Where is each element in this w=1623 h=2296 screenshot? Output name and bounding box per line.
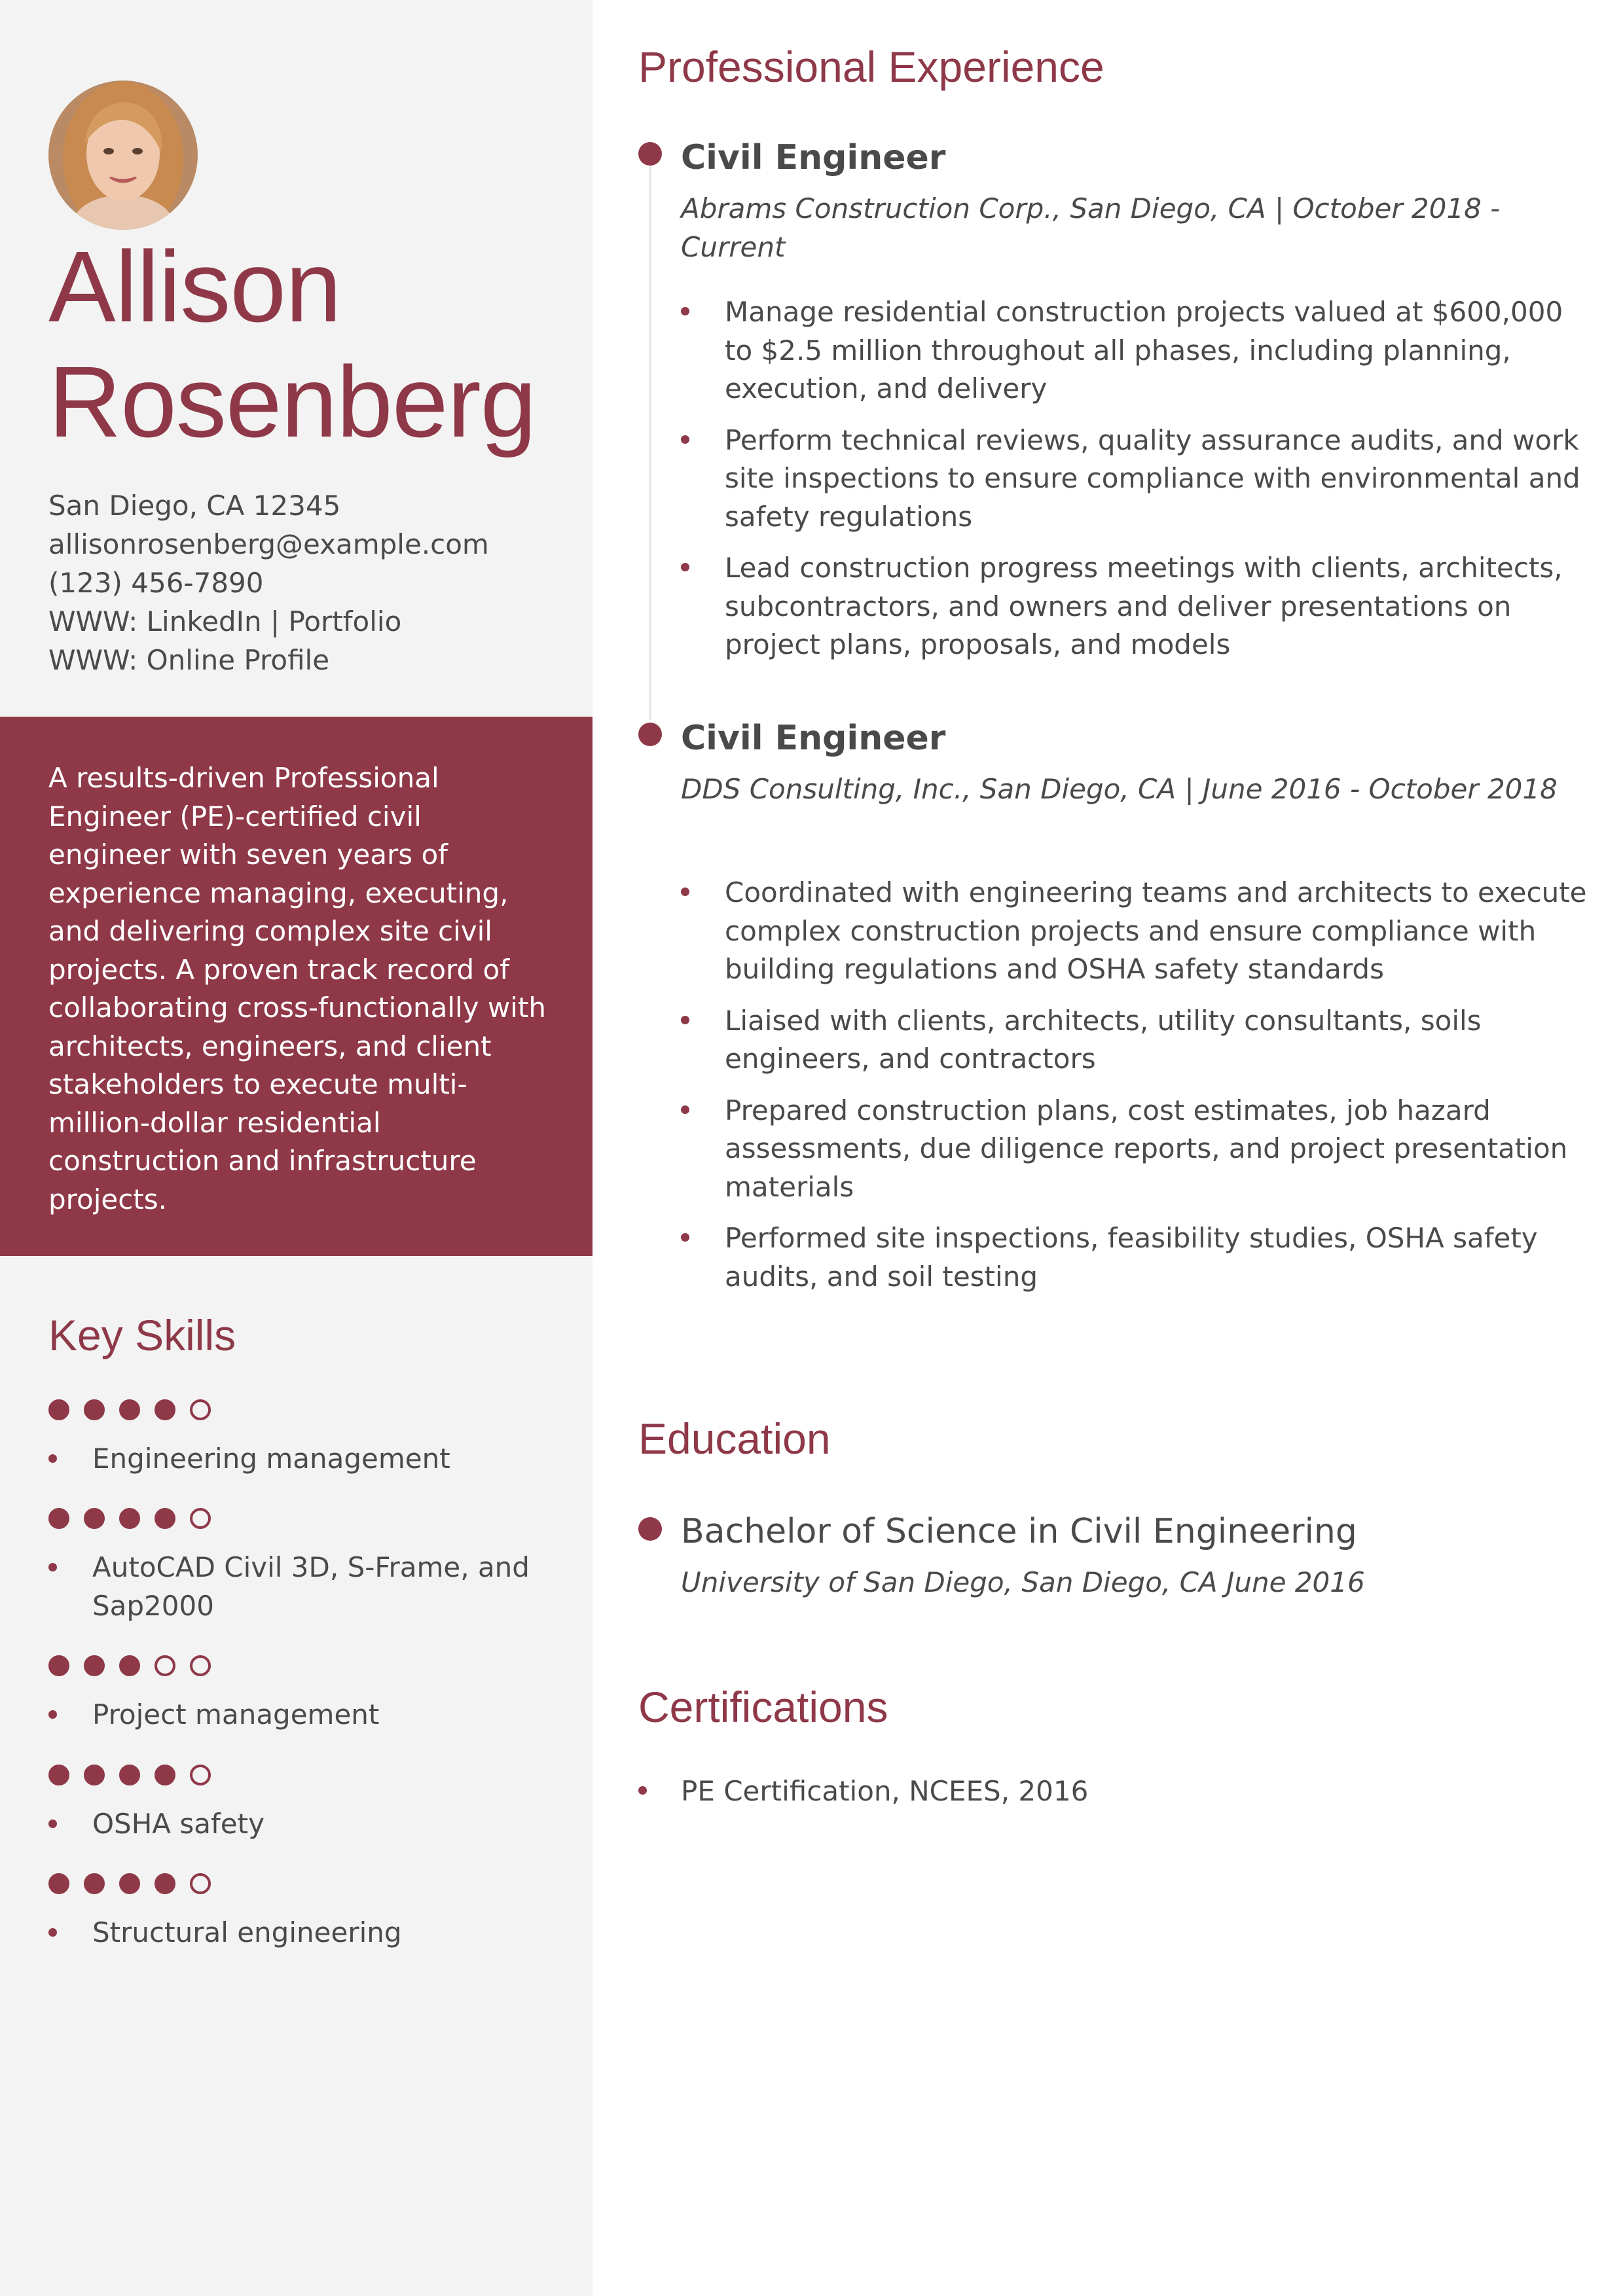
bullet-icon <box>681 307 689 315</box>
name-first: Allison <box>48 230 341 343</box>
rating-dot-filled-icon <box>48 1399 69 1420</box>
education-heading: Education <box>638 1414 831 1463</box>
rating-dot-filled-icon <box>119 1765 140 1785</box>
skill-label: Project management <box>92 1698 380 1731</box>
bullet-icon <box>48 1710 57 1719</box>
education-school: University of San Diego, San Diego, CA June 2016 <box>681 1566 1365 1598</box>
bullet-text: Prepared construction plans, cost estimates, job hazard assessments, due diligence reports, and project presentation materials <box>725 1094 1568 1203</box>
summary-text: A results-driven Professional Engineer (PE)-certified civil engineer with seven years of experience managing, executing, and delivering complex site civil projects. A proven track record of collaborating cross-functionally with architects, engineers, and client stakeholders to execute multi-million-dollar residential construction and infrastructure projects. <box>48 762 546 1215</box>
list-item <box>681 1092 1597 1207</box>
rating-dot-filled-icon <box>119 1655 140 1676</box>
rating-dot-filled-icon <box>48 1765 69 1785</box>
skill-item <box>48 1508 572 1622</box>
certifications-heading: Certifications <box>638 1683 888 1731</box>
rating-dot-filled-icon <box>48 1873 69 1894</box>
bullet-icon <box>681 1105 689 1114</box>
rating-dot-empty-icon <box>190 1399 211 1420</box>
certification-text: PE Certification, NCEES, 2016 <box>681 1775 1089 1807</box>
bullet-icon <box>638 1786 647 1795</box>
skill-item <box>48 1399 572 1475</box>
skill-item <box>48 1765 572 1840</box>
job-bullets <box>681 874 1597 1309</box>
bullet-text: Lead construction progress meetings with clients, architects, subcontractors, and owners and deliver presentations on project plans, proposals, and models <box>725 552 1563 660</box>
contact-info <box>48 486 572 679</box>
rating-dot-empty-icon <box>190 1765 211 1785</box>
bullet-text: Coordinated with engineering teams and architects to execute complex construction projects and ensure compliance with building regulations and OSHA safety standards <box>725 876 1587 985</box>
rating-dot-filled-icon <box>84 1399 105 1420</box>
rating-dot-filled-icon <box>119 1873 140 1894</box>
bullet-icon <box>681 1233 689 1242</box>
list-item <box>681 293 1597 408</box>
experience-heading: Professional Experience <box>638 43 1104 91</box>
skill-item <box>48 1873 572 1948</box>
rating-dot-filled-icon <box>155 1873 175 1894</box>
profile-photo <box>48 81 198 230</box>
list-item <box>681 422 1597 537</box>
job-title: Civil Engineer <box>681 138 946 177</box>
rating-dot-filled-icon <box>155 1399 175 1420</box>
rating-dot-empty-icon <box>190 1508 211 1529</box>
job-bullets <box>681 293 1597 677</box>
skill-label: Engineering management <box>92 1443 450 1475</box>
bullet-icon <box>681 888 689 896</box>
rating-dot-filled-icon <box>48 1655 69 1676</box>
bullet-text: Liaised with clients, architects, utility consultants, soils engineers, and contractors <box>725 1004 1482 1075</box>
rating-dot-empty-icon <box>190 1873 211 1894</box>
contact-email[interactable]: allisonrosenberg@example.com <box>48 528 489 560</box>
contact-www-links[interactable]: WWW: LinkedIn | Portfolio <box>48 605 402 637</box>
list-item <box>681 1002 1597 1079</box>
rating-dot-filled-icon <box>119 1399 140 1420</box>
skill-label: OSHA safety <box>92 1808 264 1840</box>
key-skills-heading: Key Skills <box>48 1311 236 1359</box>
timeline-line <box>649 157 651 720</box>
rating-dot-filled-icon <box>84 1873 105 1894</box>
rating-dot-filled-icon <box>48 1508 69 1529</box>
bullet-icon <box>681 435 689 444</box>
timeline-dot-icon <box>638 1517 662 1541</box>
skill-item <box>48 1655 572 1731</box>
education-degree: Bachelor of Science in Civil Engineering <box>681 1512 1357 1551</box>
skill-label: Structural engineering <box>92 1916 402 1948</box>
bullet-text: Manage residential construction projects valued at $600,000 to $2.5 million throughout all phases, including planning, execution, and delivery <box>725 296 1563 404</box>
bullet-icon <box>48 1820 57 1828</box>
skill-rating <box>48 1655 572 1681</box>
candidate-name <box>48 229 572 459</box>
bullet-text: Performed site inspections, feasibility studies, OSHA safety audits, and soil testing <box>725 1222 1538 1293</box>
bullet-icon <box>681 563 689 571</box>
job-title: Civil Engineer <box>681 719 946 758</box>
bullet-icon <box>48 1563 57 1571</box>
contact-www-profile[interactable]: WWW: Online Profile <box>48 644 330 676</box>
skill-label: AutoCAD Civil 3D, S-Frame, and Sap2000 <box>92 1551 530 1622</box>
bullet-icon <box>48 1928 57 1937</box>
skill-rating <box>48 1873 572 1899</box>
skill-rating <box>48 1508 572 1534</box>
contact-phone[interactable]: (123) 456-7890 <box>48 567 264 599</box>
list-item <box>681 549 1597 664</box>
name-last: Rosenberg <box>48 346 536 458</box>
timeline-dot-icon <box>638 142 662 166</box>
job-meta: DDS Consulting, Inc., San Diego, CA | June 2016 - October 2018 <box>681 773 1558 805</box>
list-item <box>681 874 1597 989</box>
timeline-dot-icon <box>638 723 662 746</box>
rating-dot-filled-icon <box>155 1508 175 1529</box>
rating-dot-empty-icon <box>155 1655 175 1676</box>
rating-dot-filled-icon <box>119 1508 140 1529</box>
skill-rating <box>48 1765 572 1791</box>
bullet-icon <box>681 1016 689 1024</box>
list-item <box>681 1219 1597 1296</box>
rating-dot-filled-icon <box>155 1765 175 1785</box>
skill-rating <box>48 1399 572 1426</box>
rating-dot-filled-icon <box>84 1765 105 1785</box>
bullet-text: Perform technical reviews, quality assurance audits, and work site inspections to ensure compliance with environmental and safety regulations <box>725 423 1580 533</box>
rating-dot-empty-icon <box>190 1655 211 1676</box>
bullet-icon <box>48 1454 57 1463</box>
rating-dot-filled-icon <box>84 1508 105 1529</box>
rating-dot-filled-icon <box>84 1655 105 1676</box>
job-meta: Abrams Construction Corp., San Diego, CA | October 2018 - Current <box>681 192 1501 263</box>
certification-item <box>638 1772 1597 1811</box>
contact-address: San Diego, CA 12345 <box>48 490 341 522</box>
